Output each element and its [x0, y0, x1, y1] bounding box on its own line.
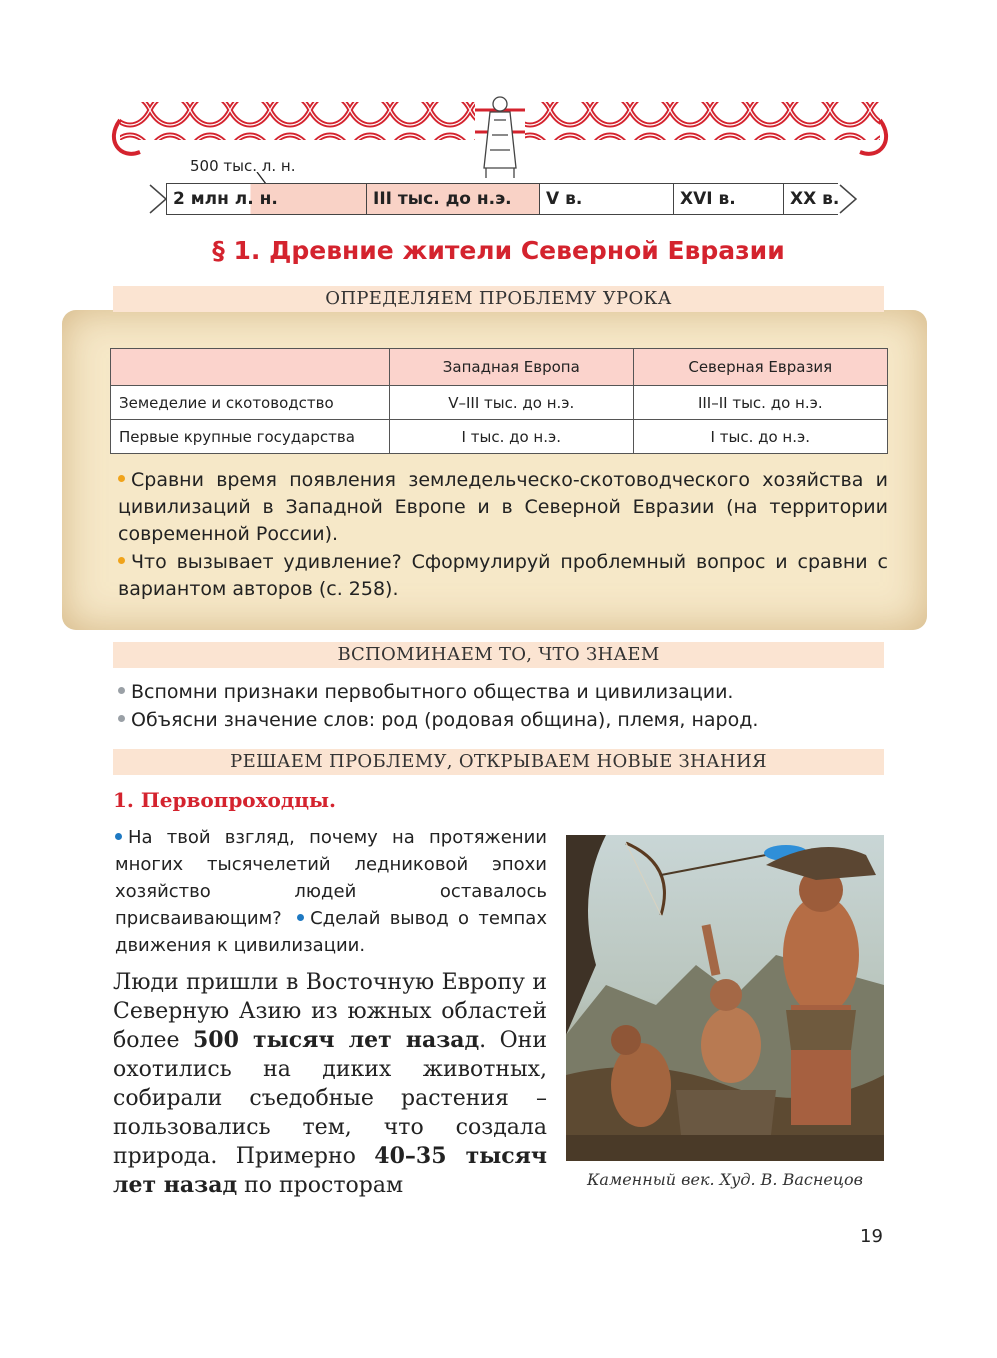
timeline-start-label: 500 тыс. л. н.	[190, 157, 296, 175]
table-cell: Земеделие и скотоводство	[111, 386, 390, 420]
bullet-icon	[115, 833, 122, 840]
task-item	[118, 549, 888, 603]
table-cell	[111, 349, 390, 386]
bullet-icon	[118, 687, 125, 694]
question-block	[115, 824, 547, 959]
timeline-segment: 2 млн л. н.	[167, 184, 367, 214]
task-item	[118, 707, 888, 734]
section-heading-recall: ВСПОМИНАЕМ ТО, ЧТО ЗНАЕМ	[113, 642, 884, 668]
table-header-row	[111, 349, 888, 386]
timeline-segment: XX в.	[784, 184, 839, 214]
text-run: . Они охотились на диких животных, собирали съедобные растения – пользовались тем, что создала природа. Примерно	[113, 1028, 547, 1169]
text-run: по просторам	[237, 1173, 404, 1198]
section-heading-problem: ОПРЕДЕЛЯЕМ ПРОБЛЕМУ УРОКА	[113, 286, 884, 312]
stone-age-painting	[566, 835, 884, 1161]
task-text: Объясни значение слов: род (родовая община), племя, народ.	[131, 709, 759, 731]
painting-caption: Каменный век. Худ. В. Васнецов	[587, 1170, 863, 1189]
timeline	[148, 183, 868, 215]
bullet-icon	[118, 715, 125, 722]
page-number: 19	[860, 1226, 883, 1247]
timeline-segment: III тыс. до н.э.	[367, 184, 540, 214]
text-run: Люди пришли в Восточную Европу и Северную Азию из южных областей более	[113, 970, 547, 1053]
table-cell: Северная Евразия	[633, 349, 887, 386]
bullet-icon	[118, 557, 125, 564]
question-text: Сделай вывод о темпах движения к цивилизации.	[115, 908, 547, 956]
task-text: Сравни время появления земледельческо-скотоводческого хозяйства и цивилизаций в Западной Европе и в Северной Евразии (на территории современной России).	[118, 469, 888, 545]
task-item	[118, 679, 888, 706]
bold-text-run: 500 тысяч лет назад	[192, 1027, 480, 1053]
task-item	[118, 467, 888, 548]
table-cell: III–II тыс. до н.э.	[633, 386, 887, 420]
timeline-left-arrow	[148, 183, 168, 215]
timeline-segment: V в.	[540, 184, 674, 214]
task-text: Вспомни признаки первобытного общества и цивилизации.	[131, 681, 734, 703]
timeline-right-arrow	[838, 183, 858, 215]
task-text: Что вызывает удивление? Сформулируй проблемный вопрос и сравни с вариантом авторов (с. 258).	[118, 551, 888, 600]
subsection-title: 1. Первопроходцы.	[113, 788, 337, 812]
table-cell: V–III тыс. до н.э.	[390, 386, 634, 420]
table-row	[111, 420, 888, 454]
body-paragraph	[113, 968, 547, 1200]
bullet-icon	[297, 914, 304, 921]
section-heading-solve: РЕШАЕМ ПРОБЛЕМУ, ОТКРЫВАЕМ НОВЫЕ ЗНАНИЯ	[113, 749, 884, 775]
timeline-segment: XVI в.	[674, 184, 784, 214]
table-cell: Первые крупные государства	[111, 420, 390, 454]
table-cell: Западная Европа	[390, 349, 634, 386]
table-row	[111, 386, 888, 420]
page-title: § 1. Древние жители Северной Евразии	[212, 236, 785, 265]
bold-text-run: 40–35 тысяч лет назад	[113, 1143, 548, 1198]
bullet-icon	[118, 475, 125, 482]
comparison-table	[110, 348, 888, 454]
question-text: На твой взгляд, почему на протяжении многих тысячелетий ледниковой эпохи хозяйство людей оставалось присваивающим?	[115, 827, 547, 929]
table-cell: I тыс. до н.э.	[633, 420, 887, 454]
table-cell: I тыс. до н.э.	[390, 420, 634, 454]
